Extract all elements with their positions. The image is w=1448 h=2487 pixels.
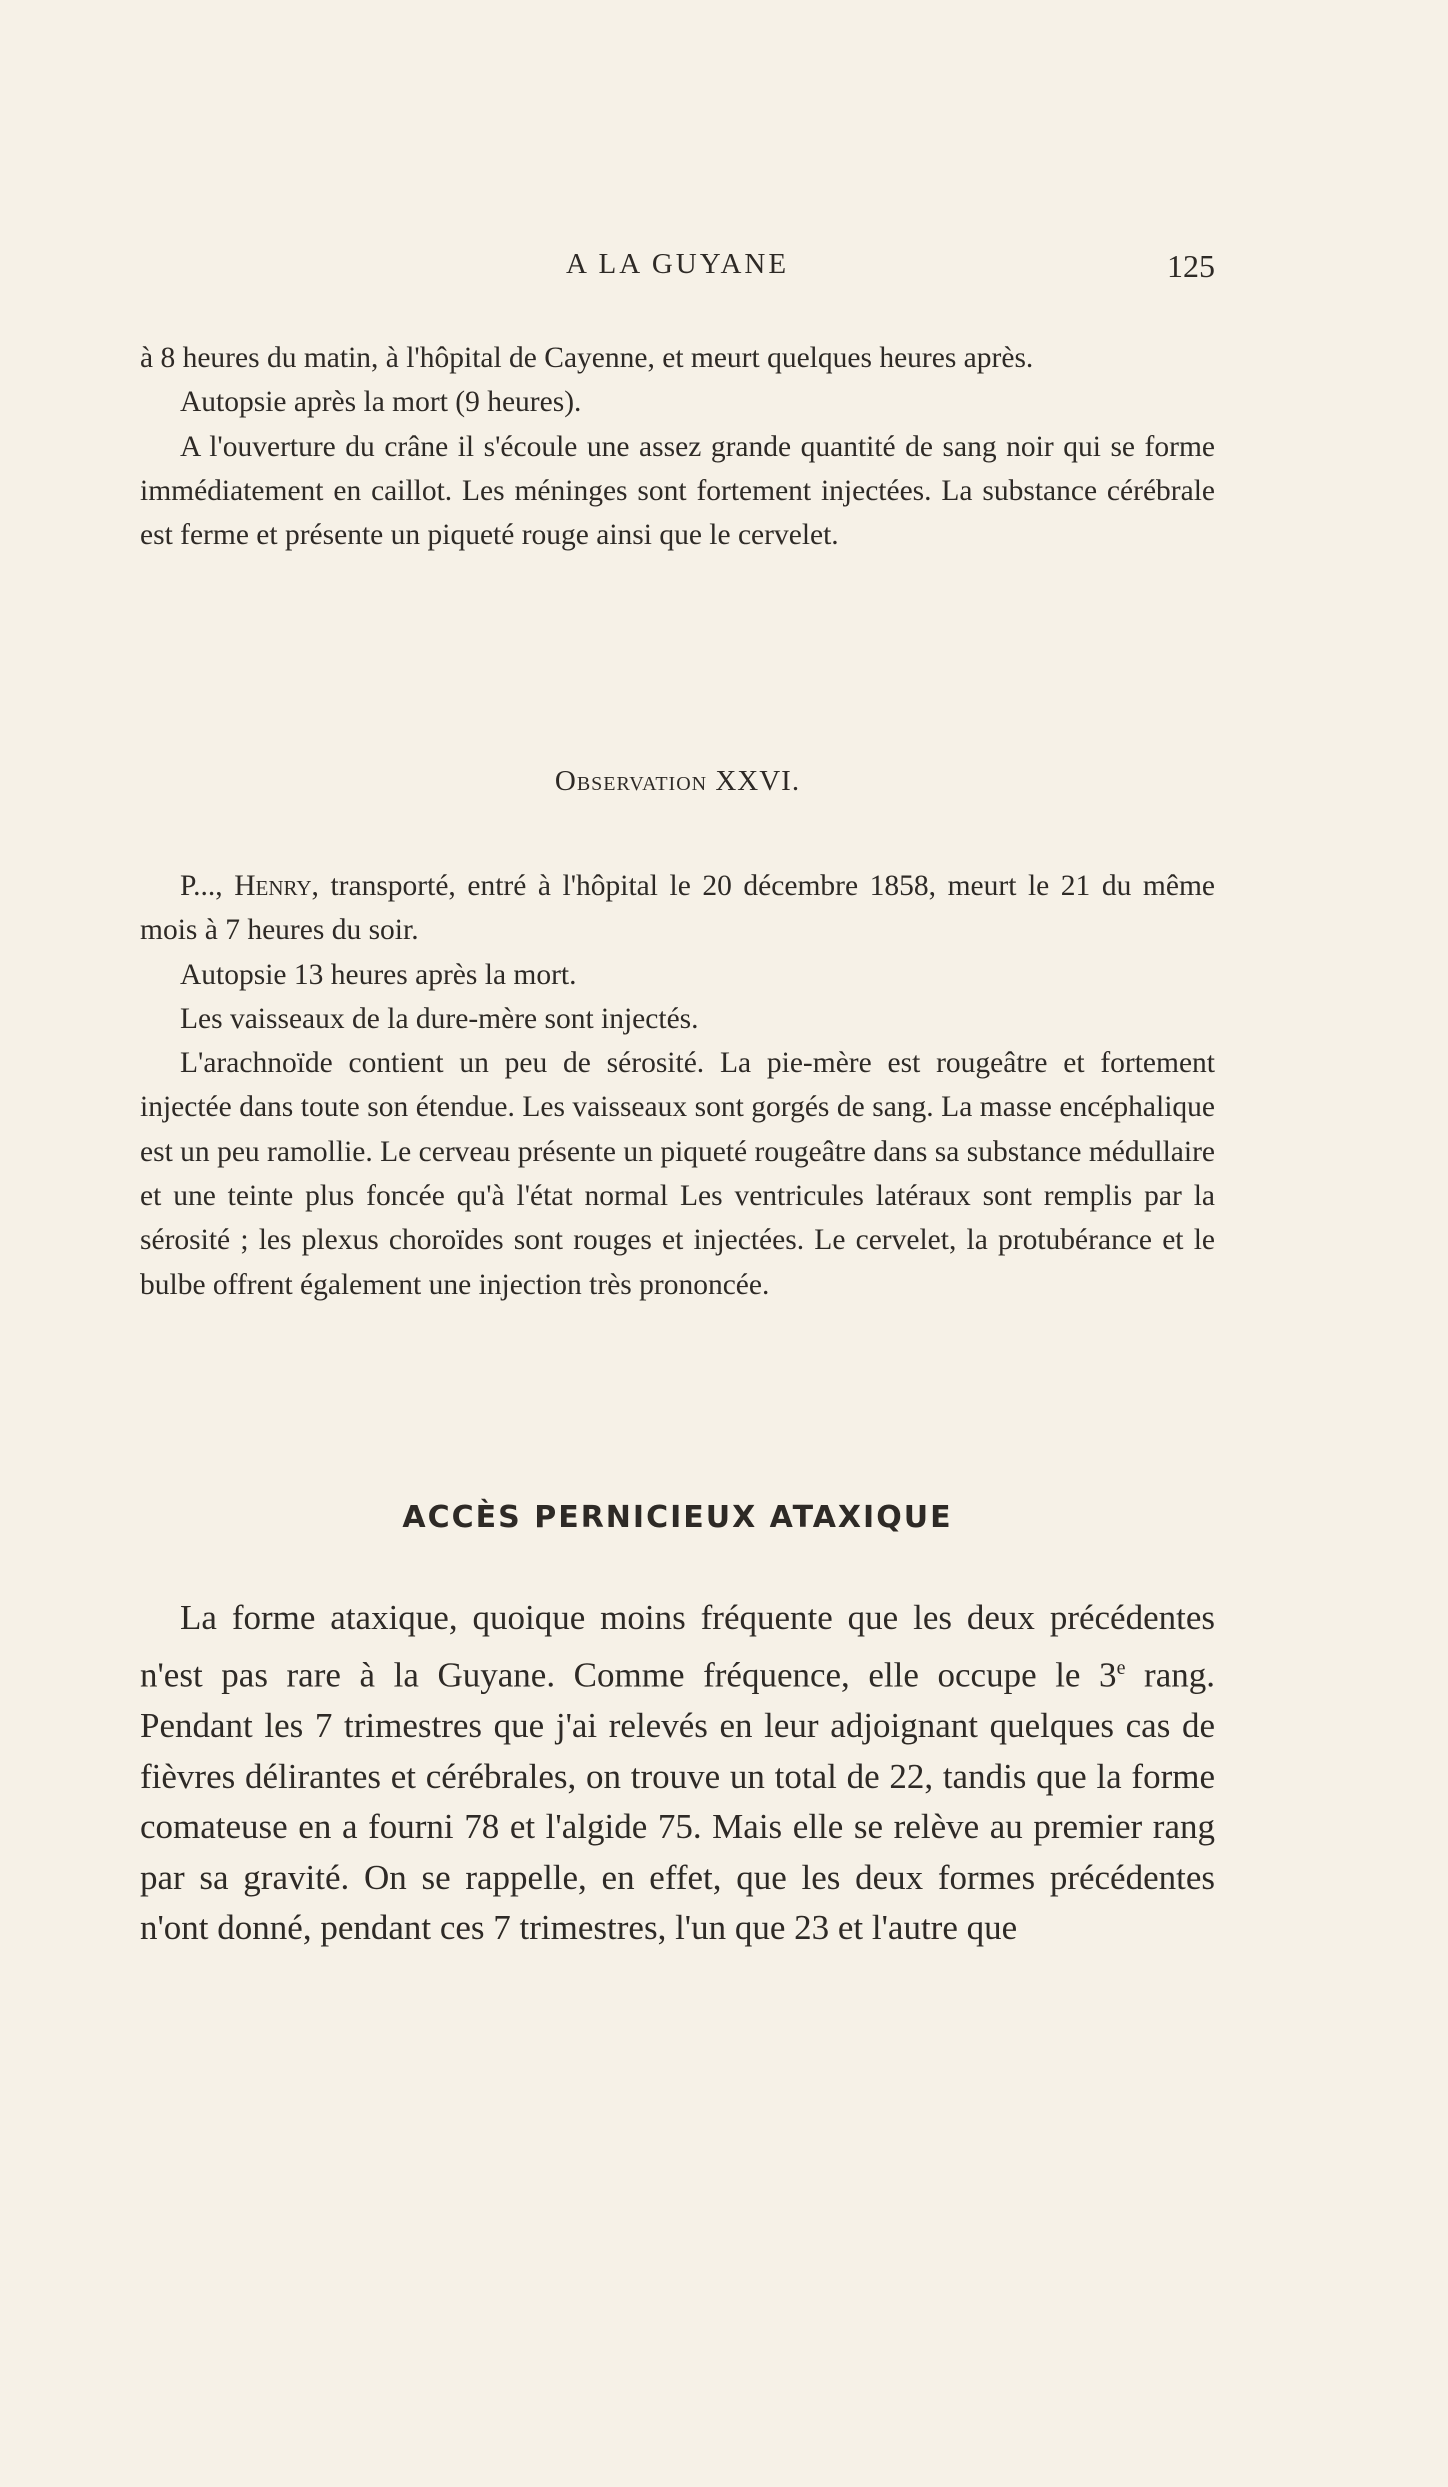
section-title: ACCÈS PERNICIEUX ATAXIQUE <box>402 1500 953 1535</box>
paragraph <box>140 864 1215 953</box>
paragraph <box>140 1593 1215 1954</box>
observation-heading-wrap <box>140 765 1215 798</box>
paragraph: Autopsie après la mort (9 heures). <box>180 386 582 419</box>
section-body <box>140 1593 1215 1954</box>
paragraph: Les vaisseaux de la dure-mère sont injectés. <box>180 1002 699 1035</box>
paragraph: L'arachnoïde contient un peu de sérosité. La pie-mère est rougeâtre et fortement injectée dans toute son étendue. Les vaisseaux sont gorgés de sang. La masse encéphalique est un peu ramollie. Le cerveau présente un piqueté rougeâtre dans sa substance médullaire et une teinte plus foncée qu'à l'état normal Les ventricules latéraux sont remplis par la sérosité ; les plexus choroïdes sont rouges et injectées. Le cervelet, la protubérance et le bulbe offrent également une injection très prononcée. <box>140 1047 1215 1301</box>
section-title-wrap <box>140 1500 1215 1535</box>
running-title: A LA GUYANE <box>565 248 790 280</box>
paragraph: A l'ouverture du crâne il s'écoule une assez grande quantité de sang noir qui se forme immédiatement en caillot. Les méninges sont fortement injectées. La substance cérébrale est ferme et présente un piqueté rouge ainsi que le cervelet. <box>140 430 1215 552</box>
paragraph: à 8 heures du matin, à l'hôpital de Cayenne, et meurt quelques heures après. <box>140 342 1034 374</box>
running-head <box>140 248 1215 292</box>
paragraph-part: La forme ataxique, quoique moins fréquente que les deux précédentes n'est pas rare à la Guyane. Comme fréquence, elle occupe le 3 <box>140 1598 1215 1696</box>
paragraph-rest: , transporté, entré à l'hôpital le 20 décembre 1858, meurt le 21 du même mois à 7 heures du soir. <box>140 870 1215 947</box>
autopsy-continuation <box>140 336 1215 557</box>
observation-body <box>140 864 1215 1307</box>
paragraph: Autopsie 13 heures après la mort. <box>180 958 577 991</box>
ordinal-superscript: e <box>1116 1657 1126 1680</box>
observation-heading: Observation XXVI. <box>554 765 801 797</box>
page-number: 125 <box>1167 248 1215 284</box>
book-page <box>140 0 1215 2487</box>
patient-prefix: P..., <box>180 870 235 902</box>
patient-name: Henry <box>234 870 312 902</box>
paragraph-part: rang. Pendant les 7 trimestres que j'ai relevés en leur adjoignant quelques cas de fièvres délirantes et cérébrales, on trouve un total de 22, tandis que la forme comateuse en a fourni 78 et l'algide 75. Mais elle se relève au premier rang par sa gravité. On se rappelle, en effet, que les deux formes précédentes n'ont donné, pendant ces 7 trimestres, l'un que 23 et l'autre que <box>140 1656 1215 1948</box>
